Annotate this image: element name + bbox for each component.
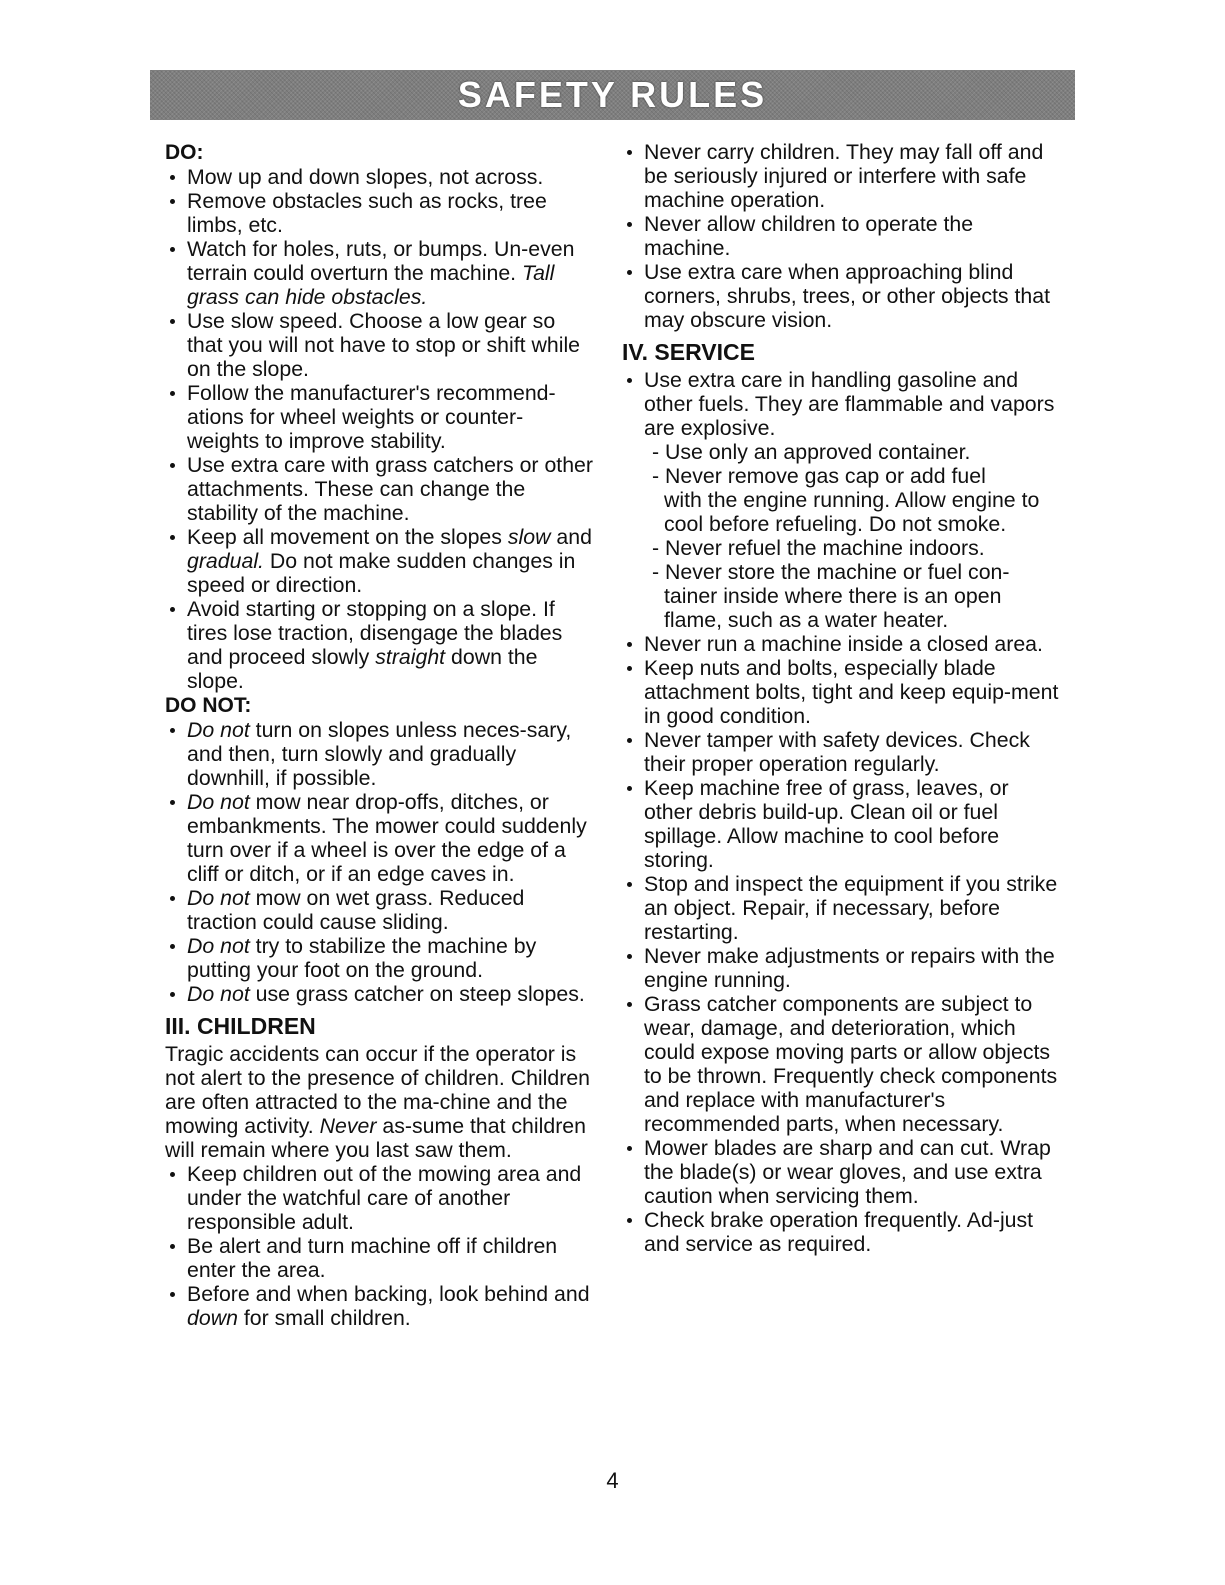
- banner-title: SAFETY RULES: [457, 74, 768, 115]
- list-item: Do not use grass catcher on steep slopes.: [165, 982, 595, 1006]
- list-item: Never carry children. They may fall off and be seriously injured or interfere with safe machine operation.: [622, 140, 1062, 212]
- list-item: Do not mow near drop-offs, ditches, or embankments. The mower could suddenly turn over if a wheel is over the edge of a cliff or ditch, or if an edge caves in.: [165, 790, 595, 886]
- left-column: [165, 140, 595, 1330]
- do-list: [165, 165, 595, 693]
- right-column: [622, 140, 1062, 1256]
- do-not-list: [165, 718, 595, 1006]
- fuel-sub-item: - Never remove gas cap or add fuel with the engine running. Allow engine to cool before refueling. Do not smoke.: [652, 464, 1040, 536]
- list-item: Do not turn on slopes unless neces-sary, and then, turn slowly and gradually downhill, if possible.: [165, 718, 595, 790]
- list-item: Be alert and turn machine off if children enter the area.: [165, 1234, 595, 1282]
- fuel-sub-item: - Never store the machine or fuel con- tainer inside where there is an open flame, such as a water heater.: [652, 560, 1010, 632]
- list-item: Remove obstacles such as rocks, tree limbs, etc.: [165, 189, 595, 237]
- list-item: Never run a machine inside a closed area.: [622, 632, 1062, 656]
- children-list-right: [622, 140, 1062, 332]
- safety-rules-banner: [150, 70, 1075, 120]
- list-item: Follow the manufacturer's recommend-ations for wheel weights or counter-weights to improve stability.: [165, 381, 595, 453]
- fuel-sub-item: - Never refuel the machine indoors.: [652, 536, 985, 560]
- list-item: Mow up and down slopes, not across.: [165, 165, 595, 189]
- list-item: Do not mow on wet grass. Reduced traction could cause sliding.: [165, 886, 595, 934]
- children-list-left: [165, 1162, 595, 1330]
- list-item: Use extra care in handling gasoline and other fuels. They are flammable and vapors are explosive. - Use only an approved container. - Never remove gas cap or add fuel with the engine running. Allow engine to cool before refueling. Do not smoke. - Never refuel the machine indoors. - Never store the machine or fuel con- tainer inside where there is an open flame, such as a water heater.: [622, 368, 1062, 632]
- list-item: Keep all movement on the slopes slow and gradual. Do not make sudden changes in speed or direction.: [165, 525, 595, 597]
- list-item: Never allow children to operate the machine.: [622, 212, 1062, 260]
- list-item: Avoid starting or stopping on a slope. If tires lose traction, disengage the blades and proceed slowly straight down the slope.: [165, 597, 595, 693]
- list-item: Stop and inspect the equipment if you strike an object. Repair, if necessary, before restarting.: [622, 872, 1062, 944]
- list-item: Grass catcher components are subject to wear, damage, and deterioration, which could expose moving parts or allow objects to be thrown. Frequently check components and replace with manufacturer's recommended parts, when necessary.: [622, 992, 1062, 1136]
- do-heading: DO:: [165, 141, 204, 164]
- list-item: Keep nuts and bolts, especially blade attachment bolts, tight and keep equip-ment in good condition.: [622, 656, 1062, 728]
- list-item: Use extra care with grass catchers or other attachments. These can change the stability of the machine.: [165, 453, 595, 525]
- page-number: 4: [606, 1468, 619, 1493]
- do-not-heading: DO NOT:: [165, 694, 252, 717]
- fuel-sub-item: - Use only an approved container.: [652, 440, 971, 464]
- list-item: Use extra care when approaching blind corners, shrubs, trees, or other objects that may obscure vision.: [622, 260, 1062, 332]
- list-item: Keep children out of the mowing area and under the watchful care of another responsible adult.: [165, 1162, 595, 1234]
- service-list: [622, 368, 1062, 1256]
- list-item: Before and when backing, look behind and down for small children.: [165, 1282, 595, 1330]
- list-item: Mower blades are sharp and can cut. Wrap the blade(s) or wear gloves, and use extra caution when servicing them.: [622, 1136, 1062, 1208]
- list-item: Use slow speed. Choose a low gear so that you will not have to stop or shift while on the slope.: [165, 309, 595, 381]
- list-item: Never tamper with safety devices. Check their proper operation regularly.: [622, 728, 1062, 776]
- list-item: Never make adjustments or repairs with the engine running.: [622, 944, 1062, 992]
- list-item: Keep machine free of grass, leaves, or other debris build-up. Clean oil or fuel spillage. Allow machine to cool before storing.: [622, 776, 1062, 872]
- list-item: Check brake operation frequently. Ad-just and service as required.: [622, 1208, 1062, 1256]
- children-intro: Tragic accidents can occur if the operator is not alert to the presence of children. Children are often attracted to the ma-chine and the mowing activity. Never as-sume that children will remain where you last saw them.: [165, 1042, 591, 1162]
- children-heading: III. CHILDREN: [165, 1013, 316, 1039]
- list-item: Watch for holes, ruts, or bumps. Un-even terrain could overturn the machine. Tall grass can hide obstacles.: [165, 237, 595, 309]
- service-heading: IV. SERVICE: [622, 339, 755, 365]
- list-item: Do not try to stabilize the machine by putting your foot on the ground.: [165, 934, 595, 982]
